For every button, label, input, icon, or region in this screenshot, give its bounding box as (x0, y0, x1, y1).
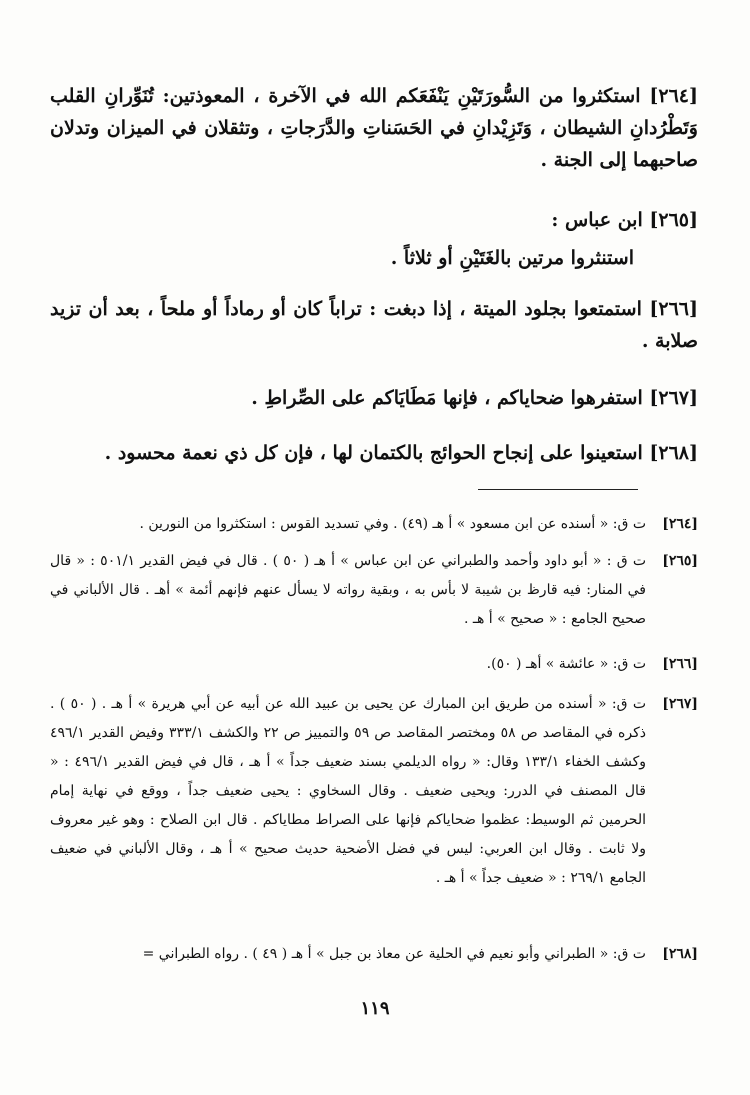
footnote-265 (50, 547, 698, 634)
entry-number: [٢٦٨] (649, 442, 698, 464)
footnote-266 (50, 650, 698, 679)
entry-text: استكثروا من السُّورَتَيْنِ يَنْفَعَكم الله في الآخرة ، المعوذتين: تُنَوِّرانِ القلب وَتَطْرُدانِ الشيطان ، وَتَزِيْدانِ في الحَسَناتِ والدَّرَجاتِ ، وتثقلان في الميزان وتدلان صاحبهما إلى الجنة . (50, 85, 698, 171)
footnote-number: [٢٦٥] (662, 553, 698, 569)
entry-text: ابن عباس : (551, 209, 643, 231)
footnote-number: [٢٦٨] (662, 946, 698, 962)
entry-number: [٢٦٤] (649, 85, 698, 107)
entry-number: [٢٦٦] (649, 298, 698, 320)
footnote-264 (50, 510, 698, 539)
entry-number: [٢٦٥] (649, 209, 698, 231)
footnote-number: [٢٦٤] (662, 516, 698, 532)
footnote-divider (478, 489, 638, 490)
footnote-text: ت ق: « أسنده عن ابن مسعود » أ هـ (٤٩) . وفي تسديد القوس : استكثروا من النورين . (139, 516, 646, 532)
entry-267 (50, 382, 698, 414)
entry-265 (50, 204, 698, 274)
footnote-text: ت ق : « أبو داود وأحمد والطبراني عن ابن عباس » أ هـ ( ٥٠ ) . قال في فيض القدير ٥٠١/١ : « قال في المنار: فيه قارظ بن شيبة لا بأس به ، وبقية رواته لا يسأل عنهم فإنهم أئمة » أهـ . قال الألباني في صحيح الجامع : « صحيح » أ هـ . (50, 553, 646, 627)
page-number: ١١٩ (360, 998, 390, 1019)
footnote-267 (50, 690, 698, 893)
footnote-text: ت ق: « الطبراني وأبو نعيم في الحلية عن معاذ بن جبل » أ هـ ( ٤٩ ) . رواه الطبراني = (142, 946, 646, 962)
entry-text: استعينوا على إنجاح الحوائج بالكتمان لها ، فإن كل ذي نعمة محسود . (104, 442, 643, 464)
footnote-number: [٢٦٧] (662, 696, 698, 712)
footnote-number: [٢٦٦] (662, 656, 698, 672)
entry-264 (50, 80, 698, 176)
entry-text: استمتعوا بجلود الميتة ، إذا دبغت : تراباً كان أو رماداً أو ملحاً ، بعد أن تزيد صلابة . (50, 298, 698, 352)
entry-number: [٢٦٧] (649, 387, 698, 409)
entry-text: استفرهوا ضحاياكم ، فإنها مَطَايَاكم على الصِّراطِ . (251, 387, 643, 409)
footnote-text: ت ق: « عائشة » أهـ ( ٥٠). (486, 656, 646, 672)
entry-266 (50, 293, 698, 357)
footnote-268 (50, 940, 698, 969)
footnote-text: ت ق: « أسنده من طريق ابن المبارك عن يحيى بن عبيد الله عن أبيه عن أبي هريرة » أ هـ . ( ٥٠ ) . ذكره في المقاصد ص ٥٨ ومختصر المقاصد ص ٥٩ والتمييز ص ٢٢ والكشف ٣٣٣/١ وفيض القدير ٤٩٦/١ وكشف الخفاء ١٣٣/١ وقال: « رواه الديلمي بسند ضعيف جداً » أ هـ ، قال في فيض القدير ٤٩٦/١ : « قال المصنف في الدرر: ويحيى ضعيف . وقال السخاوي : يحيى ضعيف جداً ، ووقع في نهاية إمام الحرمين ثم الوسيط: عظموا ضحاياكم فإنها على الصراط مطاياكم . قال ابن الصلاح : وهو غير معروف ولا ثابت . وقال ابن العربي: ليس في فضل الأضحية حديث صحيح » أ هـ ، وقال الألباني في ضعيف الجامع ٢٦٩/١ : « ضعيف جداً » أ هـ . (50, 696, 647, 886)
entry-268 (50, 437, 698, 469)
entry-subtext: استنثروا مرتين بالغَتَيْنِ أو ثلاثاً . (390, 247, 634, 269)
